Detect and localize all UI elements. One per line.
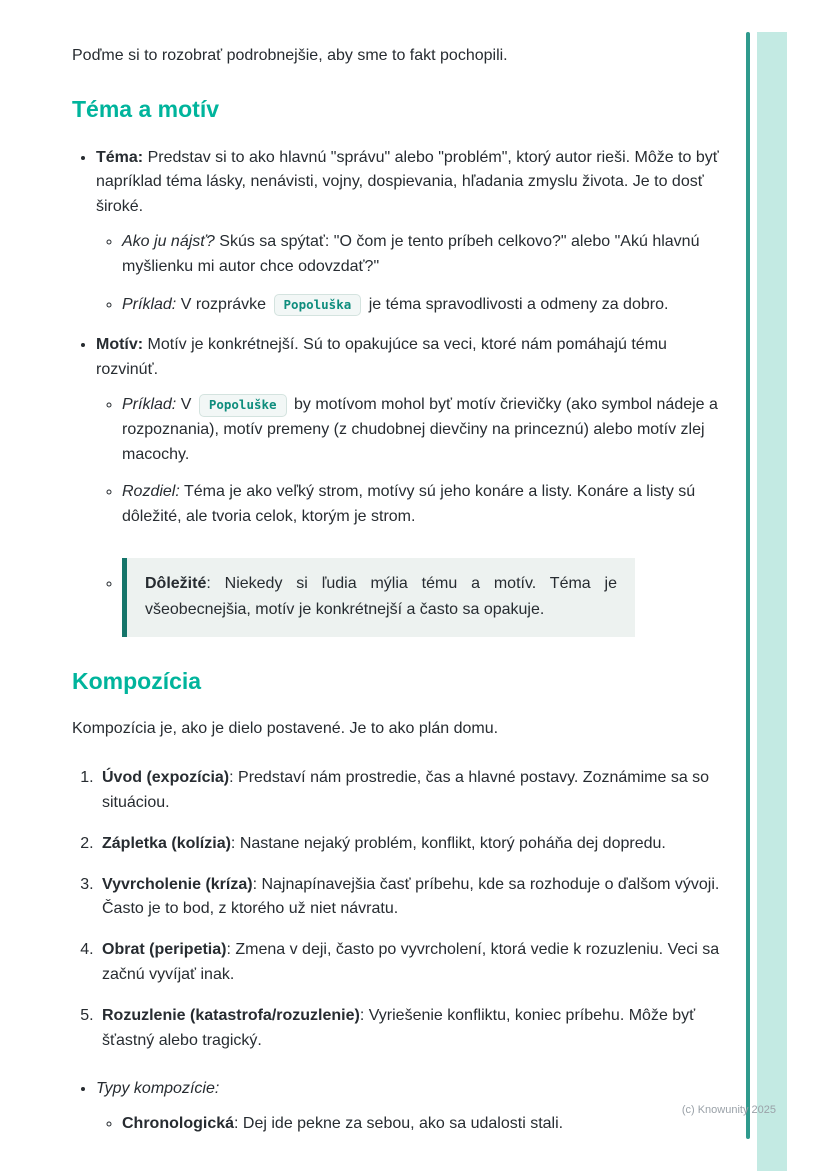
typy-kompozicie-lead: Typy kompozície: xyxy=(96,1080,220,1098)
motiv-text: Motív je konkrétnejší. Sú to opakujúce sa veci, ktoré nám pomáhajú tému rozvinúť. xyxy=(96,336,667,379)
priklad2-pre-text: V xyxy=(176,395,196,413)
sub-item-rozdiel xyxy=(122,480,733,530)
step-rozuzlenie-lead: Rozuzlenie (katastrofa/rozuzlenie) xyxy=(102,1006,360,1024)
callout-text: : Niekedy si ľudia mýlia tému a motív. Téma je všeobecnejšia, motív je konkrétnejší a často sa opakuje. xyxy=(145,574,617,618)
priklad-pre-text: V rozprávke xyxy=(176,295,271,313)
step-obrat-text: : Zmena v deji, často po vyvrcholení, ktorá vedie k rozuzleniu. Veci sa začnú vyvíjať inak. xyxy=(102,941,720,984)
step-vyvrcholenie-text: : Najnapínavejšia časť príbehu, kde sa rozhoduje o ďalšom vývoji. Často je to bod, z ktorého už niet návratu. xyxy=(102,875,720,918)
step-item-uvod xyxy=(98,766,733,816)
sub-item-chronologicka xyxy=(122,1112,733,1137)
rozdiel-lead: Rozdiel: xyxy=(122,483,180,501)
step-zapletka-text: : Nastane nejaký problém, konflikt, ktorý poháňa dej dopredu. xyxy=(230,834,666,852)
motiv-lead: Motív: xyxy=(96,336,144,354)
inline-code-popoluska: Popoluška xyxy=(274,294,362,317)
step-uvod-text: : Predstaví nám prostredie, čas a hlavné postavy. Zoznámime sa so situáciou. xyxy=(102,769,710,812)
step-zapletka-lead: Zápletka (kolízia) xyxy=(102,834,231,852)
inline-code-popoluske: Popoluške xyxy=(199,394,287,417)
priklad-lead: Príklad: xyxy=(122,295,177,313)
page-edge-bar xyxy=(757,32,787,1171)
step-uvod-lead: Úvod (expozícia) xyxy=(102,769,230,787)
typy-kompozicie-list xyxy=(72,1077,733,1137)
tema-text: Predstav si to ako hlavnú "správu" alebo "problém", ktorý autor rieši. Môže to byť napríklad téma lásky, nenávisti, vojny, dospievania, hľadania zmyslu života. Je to dosť široké. xyxy=(96,148,719,216)
rozdiel-text: Téma je ako veľký strom, motívy sú jeho konáre a listy. Konáre a listy sú dôležité, ale tvoria celok, ktorým je strom. xyxy=(122,483,696,526)
sub-item-ako-ju-najst xyxy=(122,230,733,280)
chronologicka-text: : Dej ide pekne za sebou, ako sa udalosti stali. xyxy=(234,1115,564,1133)
ako-ju-najst-lead: Ako ju nájsť? xyxy=(122,232,215,250)
step-vyvrcholenie-lead: Vyvrcholenie (kríza) xyxy=(102,875,253,893)
intro-paragraph: Poďme si to rozobrať podrobnejšie, aby sme to fakt pochopili. xyxy=(72,47,508,64)
tema-lead: Téma: xyxy=(96,148,144,166)
sub-item-priklad-popoluska xyxy=(122,293,733,318)
section-title-kompozicia: Kompozícia xyxy=(72,667,202,694)
priklad2-lead: Príklad: xyxy=(122,395,177,413)
callout-lead: Dôležité xyxy=(145,574,207,592)
tema-sublist xyxy=(96,230,733,317)
document-content xyxy=(72,44,733,1153)
kompozicia-intro: Kompozícia je, ako je dielo postavené. Je to ako plán domu. xyxy=(72,720,499,738)
step-obrat-lead: Obrat (peripetia) xyxy=(102,941,227,959)
bullet-item-typy-kompozicie xyxy=(96,1077,733,1137)
sub-item-dolezite xyxy=(122,558,733,637)
motiv-sublist xyxy=(96,393,733,637)
typy-sublist xyxy=(96,1112,733,1137)
sub-item-priklad-popoluske xyxy=(122,393,733,467)
step-item-obrat xyxy=(98,938,733,988)
priklad-post-text: je téma spravodlivosti a odmeny za dobro. xyxy=(364,295,669,313)
footer-copyright: (c) Knowunity 2025 xyxy=(681,1103,776,1116)
tema-motiv-list xyxy=(72,146,733,637)
step-item-zapletka xyxy=(98,832,733,857)
bullet-item-motiv xyxy=(96,333,733,636)
page-edge-accent-line xyxy=(746,32,750,1139)
priklad2-post-text: by motívom mohol byť motív črievičky (ako symbol nádeje a rozpoznania), motív premeny (z chudobnej dievčiny na princeznú) alebo motív zlej macochy. xyxy=(122,395,718,463)
step-item-vyvrcholenie xyxy=(98,873,733,923)
step-item-rozuzlenie xyxy=(98,1004,733,1054)
chronologicka-lead: Chronologická xyxy=(122,1115,235,1133)
kompozicia-steps xyxy=(72,766,733,1053)
bullet-item-tema xyxy=(96,146,733,318)
section-title-tema-a-motiv: Téma a motív xyxy=(72,95,219,122)
callout-box xyxy=(122,558,635,637)
step-rozuzlenie-text: : Vyriešenie konfliktu, koniec príbehu. Môže byť šťastný alebo tragický. xyxy=(102,1006,696,1049)
ako-ju-najst-text: Skús sa spýtať: "O čom je tento príbeh celkovo?" alebo "Akú hlavnú myšlienku mi autor chce odovzdať?" xyxy=(122,232,700,275)
